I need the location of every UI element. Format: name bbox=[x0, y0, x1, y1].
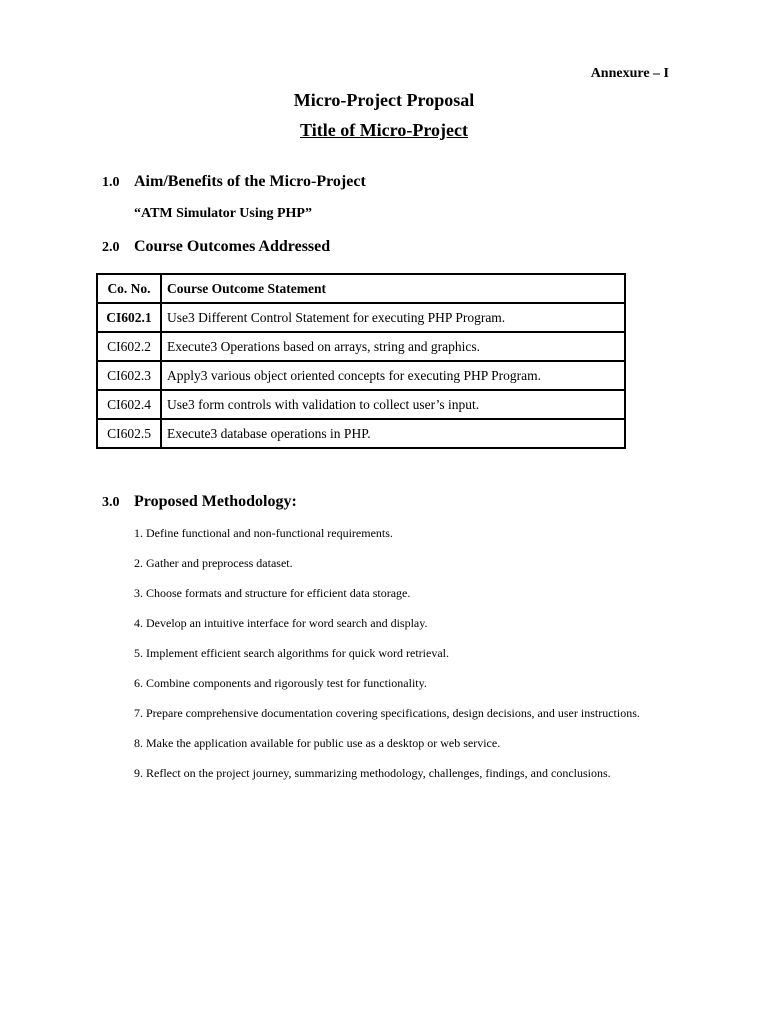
table-row bbox=[97, 390, 625, 419]
column-header-statement: Course Outcome Statement bbox=[161, 274, 625, 303]
list-item: 5. Implement efficient search algorithms for quick word retrieval. bbox=[134, 646, 449, 660]
list-item: 2. Gather and preprocess dataset. bbox=[134, 556, 293, 570]
co-statement-cell: Execute3 database operations in PHP. bbox=[161, 419, 625, 448]
list-item: 1. Define functional and non-functional requirements. bbox=[134, 526, 393, 540]
co-number-cell: CI602.5 bbox=[97, 419, 161, 448]
co-number-cell: CI602.2 bbox=[97, 332, 161, 361]
list-item: 8. Make the application available for public use as a desktop or web service. bbox=[134, 736, 501, 750]
table-row bbox=[97, 361, 625, 390]
section-aim-heading bbox=[102, 173, 366, 191]
list-item: 6. Combine components and rigorously test for functionality. bbox=[134, 676, 427, 690]
methodology-list bbox=[134, 520, 640, 790]
table-row bbox=[97, 332, 625, 361]
list-item: 4. Develop an intuitive interface for word search and display. bbox=[134, 616, 428, 630]
section-outcomes-heading bbox=[102, 238, 330, 256]
annexure-label: Annexure – I bbox=[590, 66, 669, 81]
co-statement-cell: Execute3 Operations based on arrays, string and graphics. bbox=[161, 332, 625, 361]
section-methodology-heading bbox=[102, 493, 297, 511]
course-outcomes-table bbox=[96, 273, 626, 449]
table-header-row bbox=[97, 274, 625, 303]
co-statement-cell: Use3 form controls with validation to collect user’s input. bbox=[161, 390, 625, 419]
document-subtitle bbox=[0, 120, 768, 141]
co-number-cell: CI602.3 bbox=[97, 361, 161, 390]
section-number: 1.0 bbox=[102, 175, 120, 190]
co-number-cell: CI602.1 bbox=[97, 303, 161, 332]
list-item: 3. Choose formats and structure for efficient data storage. bbox=[134, 586, 411, 600]
micro-project-title-label: Title of Micro-Project bbox=[300, 120, 468, 140]
co-statement-cell: Use3 Different Control Statement for executing PHP Program. bbox=[161, 303, 625, 332]
section-number: 2.0 bbox=[102, 240, 120, 255]
table-row bbox=[97, 419, 625, 448]
co-number-cell: CI602.4 bbox=[97, 390, 161, 419]
section-title: Course Outcomes Addressed bbox=[134, 238, 331, 255]
list-item: 9. Reflect on the project journey, summarizing methodology, challenges, findings, and conclusions. bbox=[134, 766, 611, 780]
table-row bbox=[97, 303, 625, 332]
section-number: 3.0 bbox=[102, 495, 120, 510]
list-item: 7. Prepare comprehensive documentation covering specifications, design decisions, and user instructions. bbox=[134, 706, 640, 720]
document-title: Micro-Project Proposal bbox=[293, 90, 475, 110]
co-statement-cell: Apply3 various object oriented concepts for executing PHP Program. bbox=[161, 361, 625, 390]
column-header-co-no: Co. No. bbox=[97, 274, 161, 303]
section-title: Aim/Benefits of the Micro-Project bbox=[134, 173, 366, 190]
section-title: Proposed Methodology: bbox=[134, 493, 297, 510]
aim-text: “ATM Simulator Using PHP” bbox=[134, 206, 312, 221]
